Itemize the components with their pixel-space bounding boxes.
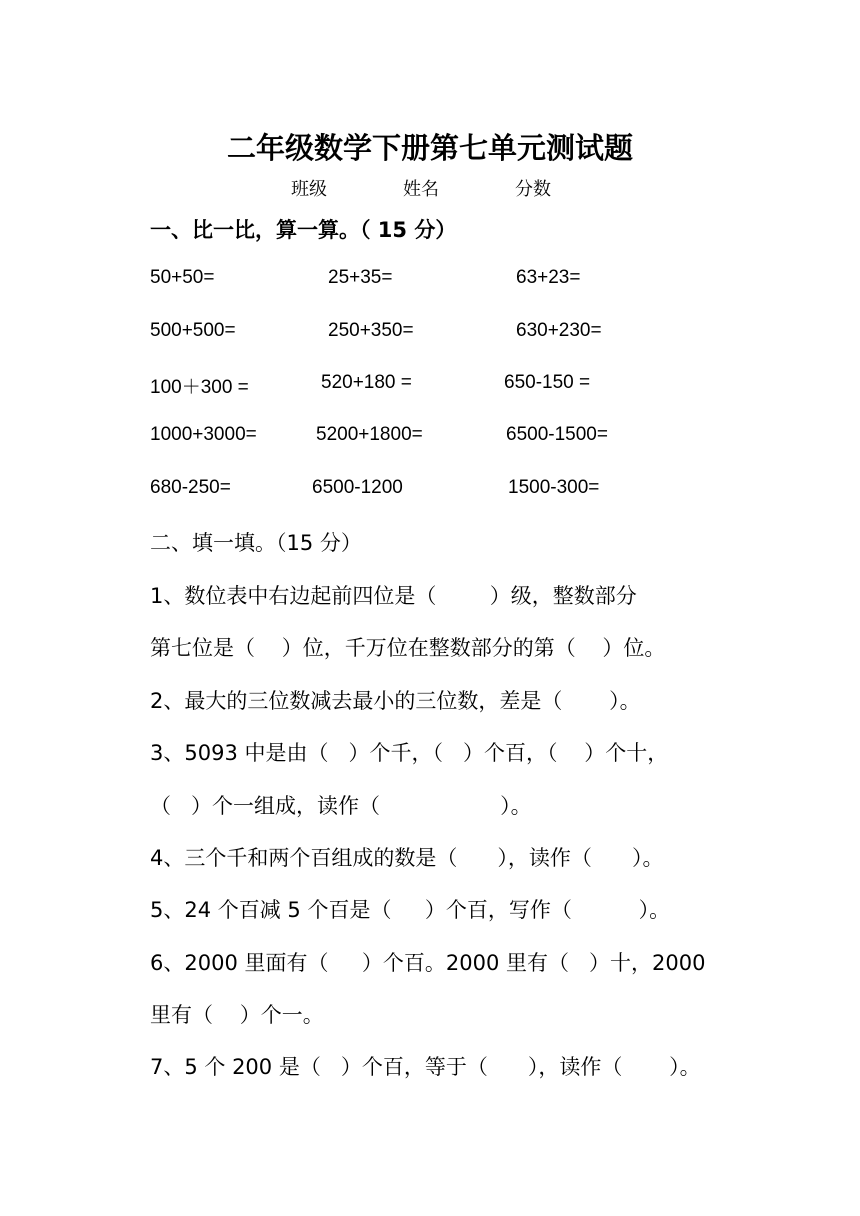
score-field-label: 分数	[515, 179, 551, 200]
calc-item: 520+180 =	[321, 372, 412, 393]
calc-item: 6500-1200	[312, 477, 403, 498]
question-line: 4、三个千和两个百组成的数是（ ），读作（ ）。	[150, 846, 664, 870]
section-1-heading: 一、比一比，算一算。（ 15 分）	[150, 218, 457, 242]
question-line: 2、最大的三位数减去最小的三位数，差是（ ）。	[150, 689, 641, 713]
calc-item: 25+35=	[328, 267, 393, 288]
question-line: 7、5 个 200 是（ ）个百，等于（ ），读作（ ）。	[150, 1055, 701, 1079]
calc-item: 1000+3000=	[150, 424, 257, 445]
page-title: 二年级数学下册第七单元测试题	[226, 131, 633, 165]
calc-item: 5200+1800=	[316, 424, 423, 445]
calc-item: 500+500=	[150, 320, 236, 341]
class-field-label: 班级	[291, 179, 327, 200]
question-line: （ ）个一组成，读作（ ）。	[150, 794, 532, 818]
name-field-label: 姓名	[403, 179, 439, 200]
question-line: 6、2000 里面有（ ）个百。2000 里有（ ）十，2000	[150, 951, 706, 975]
calc-item: 63+23=	[516, 267, 581, 288]
question-line: 1、数位表中右边起前四位是（ ）级，整数部分	[150, 584, 637, 608]
calc-item: 630+230=	[516, 320, 602, 341]
question-line: 3、5093 中是由（ ）个千，（ ）个百，（ ）个十，	[150, 741, 669, 765]
question-line: 里有（ ）个一。	[150, 1003, 324, 1027]
section-2-heading: 二、填一填。（15 分）	[150, 531, 362, 555]
calc-item: 6500-1500=	[506, 424, 608, 445]
calc-item: 680-250=	[150, 477, 231, 498]
calc-item: 100＋300 =	[150, 377, 249, 398]
question-line: 第七位是（ ）位，千万位在整数部分的第（ ）位。	[150, 636, 666, 660]
calc-item: 250+350=	[328, 320, 414, 341]
calc-item: 650-150 =	[504, 372, 591, 393]
calc-item: 1500-300=	[508, 477, 600, 498]
question-line: 5、24 个百减 5 个百是（ ）个百，写作（ ）。	[150, 898, 671, 922]
calc-item: 50+50=	[150, 267, 215, 288]
